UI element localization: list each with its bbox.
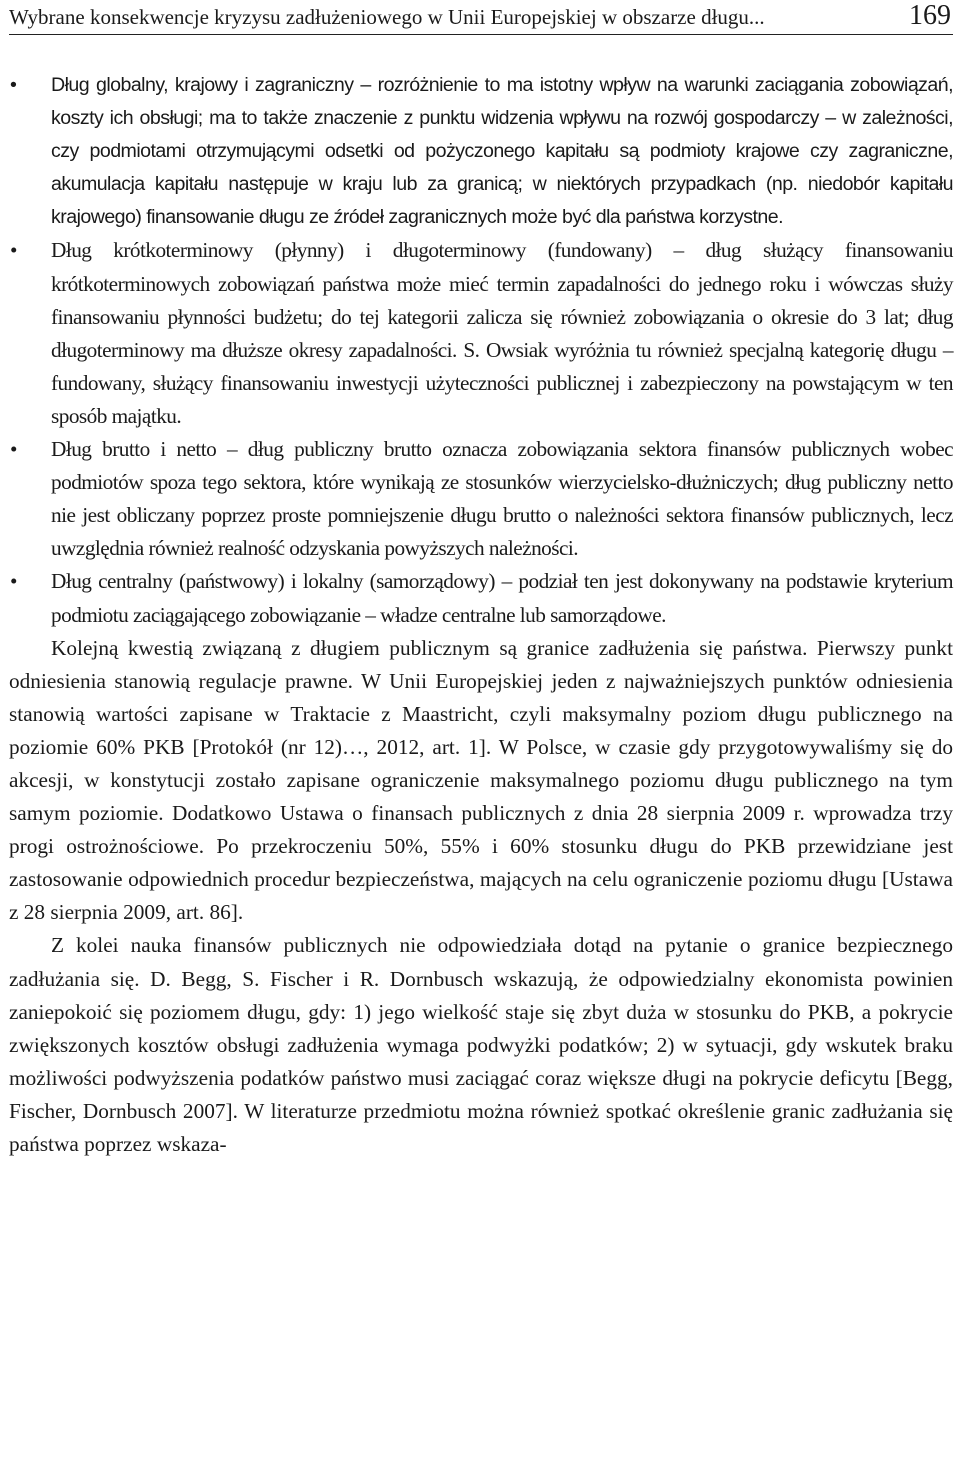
bullet-marker: • (10, 238, 18, 263)
document-page (9, 0, 953, 1474)
page-body (9, 69, 953, 1161)
list-item-text: Dług brutto i netto – dług publiczny brutto oznacza zobowiązania sektora finansów publicznych wobec podmiotów spoza tego sektora, które wynikają ze stosunków wierzycielsko-dłużniczych; dług publiczny netto nie jest obliczany poprzez proste pomniejszenie długu brutto o należności sektora finansów publicznych, lecz uwzględnia również realność odzyskania powyższych należności. (51, 437, 953, 561)
bullet-list (9, 69, 953, 632)
list-item (9, 433, 953, 565)
bullet-marker: • (10, 74, 17, 96)
list-item (9, 234, 953, 433)
bullet-marker: • (10, 437, 18, 462)
list-item-text: Dług centralny (państwowy) i lokalny (samorządowy) – podział ten jest dokonywany na podstawie kryterium podmiotu zaciągającego zobowiązanie – władze centralne lub samorządowe. (51, 569, 953, 627)
bullet-marker: • (10, 569, 18, 594)
running-header (9, 0, 953, 35)
running-title: Wybrane konsekwencje kryzysu zadłużeniowego w Unii Europejskiej w obszarze długu... (9, 5, 765, 29)
list-item-text: Dług globalny, krajowy i zagraniczny – rozróżnienie to ma istotny wpływ na warunki zaciągania zobowiązań, koszty ich obsługi; ma to także znaczenie z punktu widzenia wpływu na rozwój gospodarczy – w zależności, czy podmiotami otrzymującymi odsetki od pożyczonego kapitału są podmioty krajowe czy zagraniczne, akumulacja kapitału następuje w kraju lub za granicą; w niektórych przypadkach (np. niedobór kapitału krajowego) finansowanie długu ze źródeł zagranicznych może być dla państwa korzystne. (51, 74, 953, 229)
list-item-text: Dług krótkoterminowy (płynny) i długoterminowy (fundowany) – dług służący finansowaniu krótkoterminowych zobowiązań państwa może mieć termin zapadalności do jednego roku i wówczas służy finansowaniu płynności budżetu; do tej kategorii zalicza się również zobowiązania o okresie do 3 lat; dług długoterminowy ma dłuższe okresy zapadalności. S. Owsiak wyróżnia tu również specjalną kategorię długu – fundowany, służący finansowaniu inwestycji użyteczności publicznej i zabezpieczony na powstającym w ten sposób majątku. (51, 238, 953, 428)
page-number: 169 (909, 0, 951, 31)
list-item (9, 565, 953, 631)
body-paragraph: Kolejną kwestią związaną z długiem publicznym są granice zadłużenia się państwa. Pierwszy punkt odniesienia stanowią regulacje prawne. W Unii Europejskiej jeden z najważniejszych punktów odniesienia stanowią wartości zapisane w Traktacie z Maastricht, czyli maksymalny poziom długu publicznego na poziomie 60% PKB [Protokół (nr 12)…, 2012, art. 1]. W Polsce, w czasie gdy przygotowywaliśmy się do akcesji, w konstytucji zostało zapisane ograniczenie maksymalnego poziomu długu publicznego na tym samym poziomie. Dodatkowo Ustawa o finansach publicznych z dnia 28 sierpnia 2009 r. wprowadza trzy progi ostrożnościowe. Po przekroczeniu 50%, 55% i 60% stosunku długu do PKB przewidziane jest zastosowanie odpowiednich procedur bezpieczeństwa, mających na celu ograniczenie poziomu długu [Ustawa z 28 sierpnia 2009, art. 86]. (9, 635, 953, 925)
list-item (9, 69, 953, 234)
body-paragraph: Z kolei nauka finansów publicznych nie odpowiedziała dotąd na pytanie o granice bezpiecznego zadłużania się. D. Begg, S. Fischer i R. Dornbusch wskazują, że odpowiedzialny ekonomista powinien zaniepokoić się poziomem długu, gdy: 1) jego wielkość staje się zbyt duża w stosunku do PKB, a pokrycie zwiększonych kosztów obsługi zadłużenia wymaga podwyżki podatków; 2) w sytuacji, gdy wskutek braku możliwości podwyższenia podatków państwo musi zaciągać coraz większe długi na pokrycie deficytu [Begg, Fischer, Dornbusch 2007]. W literaturze przedmiotu można również spotkać określenie granic zadłużania się państwa poprzez wskaza- (9, 933, 953, 1156)
